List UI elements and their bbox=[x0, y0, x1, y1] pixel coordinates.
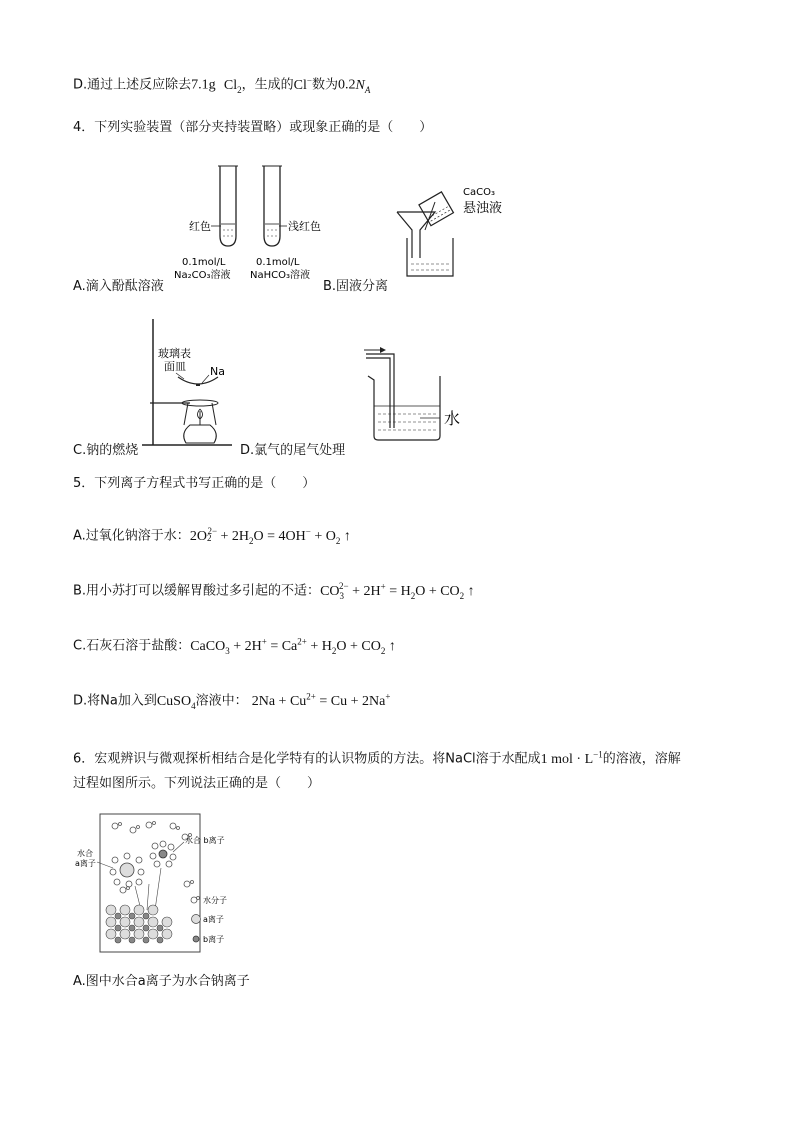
label-hydrated-a-2: a离子 bbox=[75, 859, 96, 868]
label-caco3: CaCO₃ bbox=[463, 187, 495, 198]
q3-d-text: D.通过上述反应除去 bbox=[73, 77, 192, 93]
q4-option-b: B.固液分离 bbox=[323, 279, 389, 294]
q4-figure-b-filtration bbox=[395, 180, 520, 280]
q5-option-d: D.将Na加入到CuSO$_4$溶液中： $2Na + Cu^{2+} = Cu + 2Na^+$ bbox=[73, 691, 391, 711]
q4-option-a: A.滴入酚酞溶液 bbox=[73, 279, 164, 294]
legend-a-ion: a离子 bbox=[203, 915, 224, 924]
label-na2co3: Na₂CO₃溶液 bbox=[174, 270, 231, 281]
q4-option-c: C.钠的燃烧 bbox=[73, 443, 139, 458]
label-conc-2: 0.1mol/L bbox=[256, 257, 300, 268]
label-water: 水 bbox=[444, 409, 461, 428]
label-suspension: 悬浊液 bbox=[463, 201, 503, 216]
q5-option-c: C.石灰石溶于盐酸：CaCO$_3$ + $2H^+ = Ca^{2+} + H_2O + CO_2$ ↑ bbox=[73, 636, 396, 656]
q6-concentration: 1 mol · $L^{-1}$ bbox=[540, 749, 603, 767]
label-glass-2: 面皿 bbox=[164, 360, 186, 373]
q6-option-a: A.图中水合a离子为水合钠离子 bbox=[73, 974, 250, 989]
legend-b-ion: b离子 bbox=[203, 935, 225, 944]
label-hydrated-b: 水合 b离子 bbox=[185, 836, 225, 845]
q6-figure-dissolution bbox=[75, 812, 235, 954]
legend-water-molecule: 水分子 bbox=[203, 896, 227, 905]
q5-stem: 5．下列离子方程式书写正确的是（ ） bbox=[73, 476, 316, 491]
label-nahco3: NaHCO₃溶液 bbox=[250, 270, 310, 281]
q4-stem: 4．下列实验装置（部分夹持装置略）或现象正确的是（ ） bbox=[73, 120, 433, 135]
label-glass-1: 玻璃表 bbox=[158, 347, 191, 360]
q4-figure-a-test-tubes bbox=[168, 160, 328, 288]
label-red: 红色 bbox=[189, 220, 211, 233]
q4-figure-c-burning bbox=[140, 315, 235, 447]
q5-option-a: A.过氧化钠溶于水：$2O_2^{2-} + 2H_2O = 4OH^- + O_2$ ↑ bbox=[73, 526, 351, 546]
q3-option-d: D.通过上述反应除去7.1g $Cl_2$，生成的Cl−数为$0.2N_A$ bbox=[73, 75, 371, 95]
q5-option-b: B.用小苏打可以缓解胃酸过多引起的不适：$CO_3^{2-} + 2H^+ = H_2O + CO_2$ ↑ bbox=[73, 581, 475, 601]
q6-stem-line-1: 6．宏观辨识与微观探析相结合是化学特有的认识物质的方法。将NaCl溶于水配成1 mol · $L^{-1}$的溶液，溶解 bbox=[73, 749, 681, 767]
q4-option-d: D.氯气的尾气处理 bbox=[240, 443, 346, 458]
q3-d-chlorine: $Cl_2$ bbox=[223, 77, 242, 95]
label-conc-1: 0.1mol/L bbox=[182, 257, 226, 268]
q6-stem-line-2: 过程如图所示。下列说法正确的是（ ） bbox=[73, 776, 321, 791]
q3-d-mass: 7.1g bbox=[191, 77, 216, 93]
q3-d-avogadro: $N_A$ bbox=[355, 77, 371, 95]
q4-figure-d-absorption bbox=[360, 340, 470, 444]
q3-d-chloride-ion: Cl− bbox=[293, 75, 312, 93]
label-hydrated-a-1: 水合 bbox=[77, 849, 93, 858]
label-na: Na bbox=[210, 365, 225, 378]
q5-d-salt: CuSO$_4$ bbox=[156, 693, 196, 711]
label-light-red: 浅红色 bbox=[288, 220, 321, 233]
